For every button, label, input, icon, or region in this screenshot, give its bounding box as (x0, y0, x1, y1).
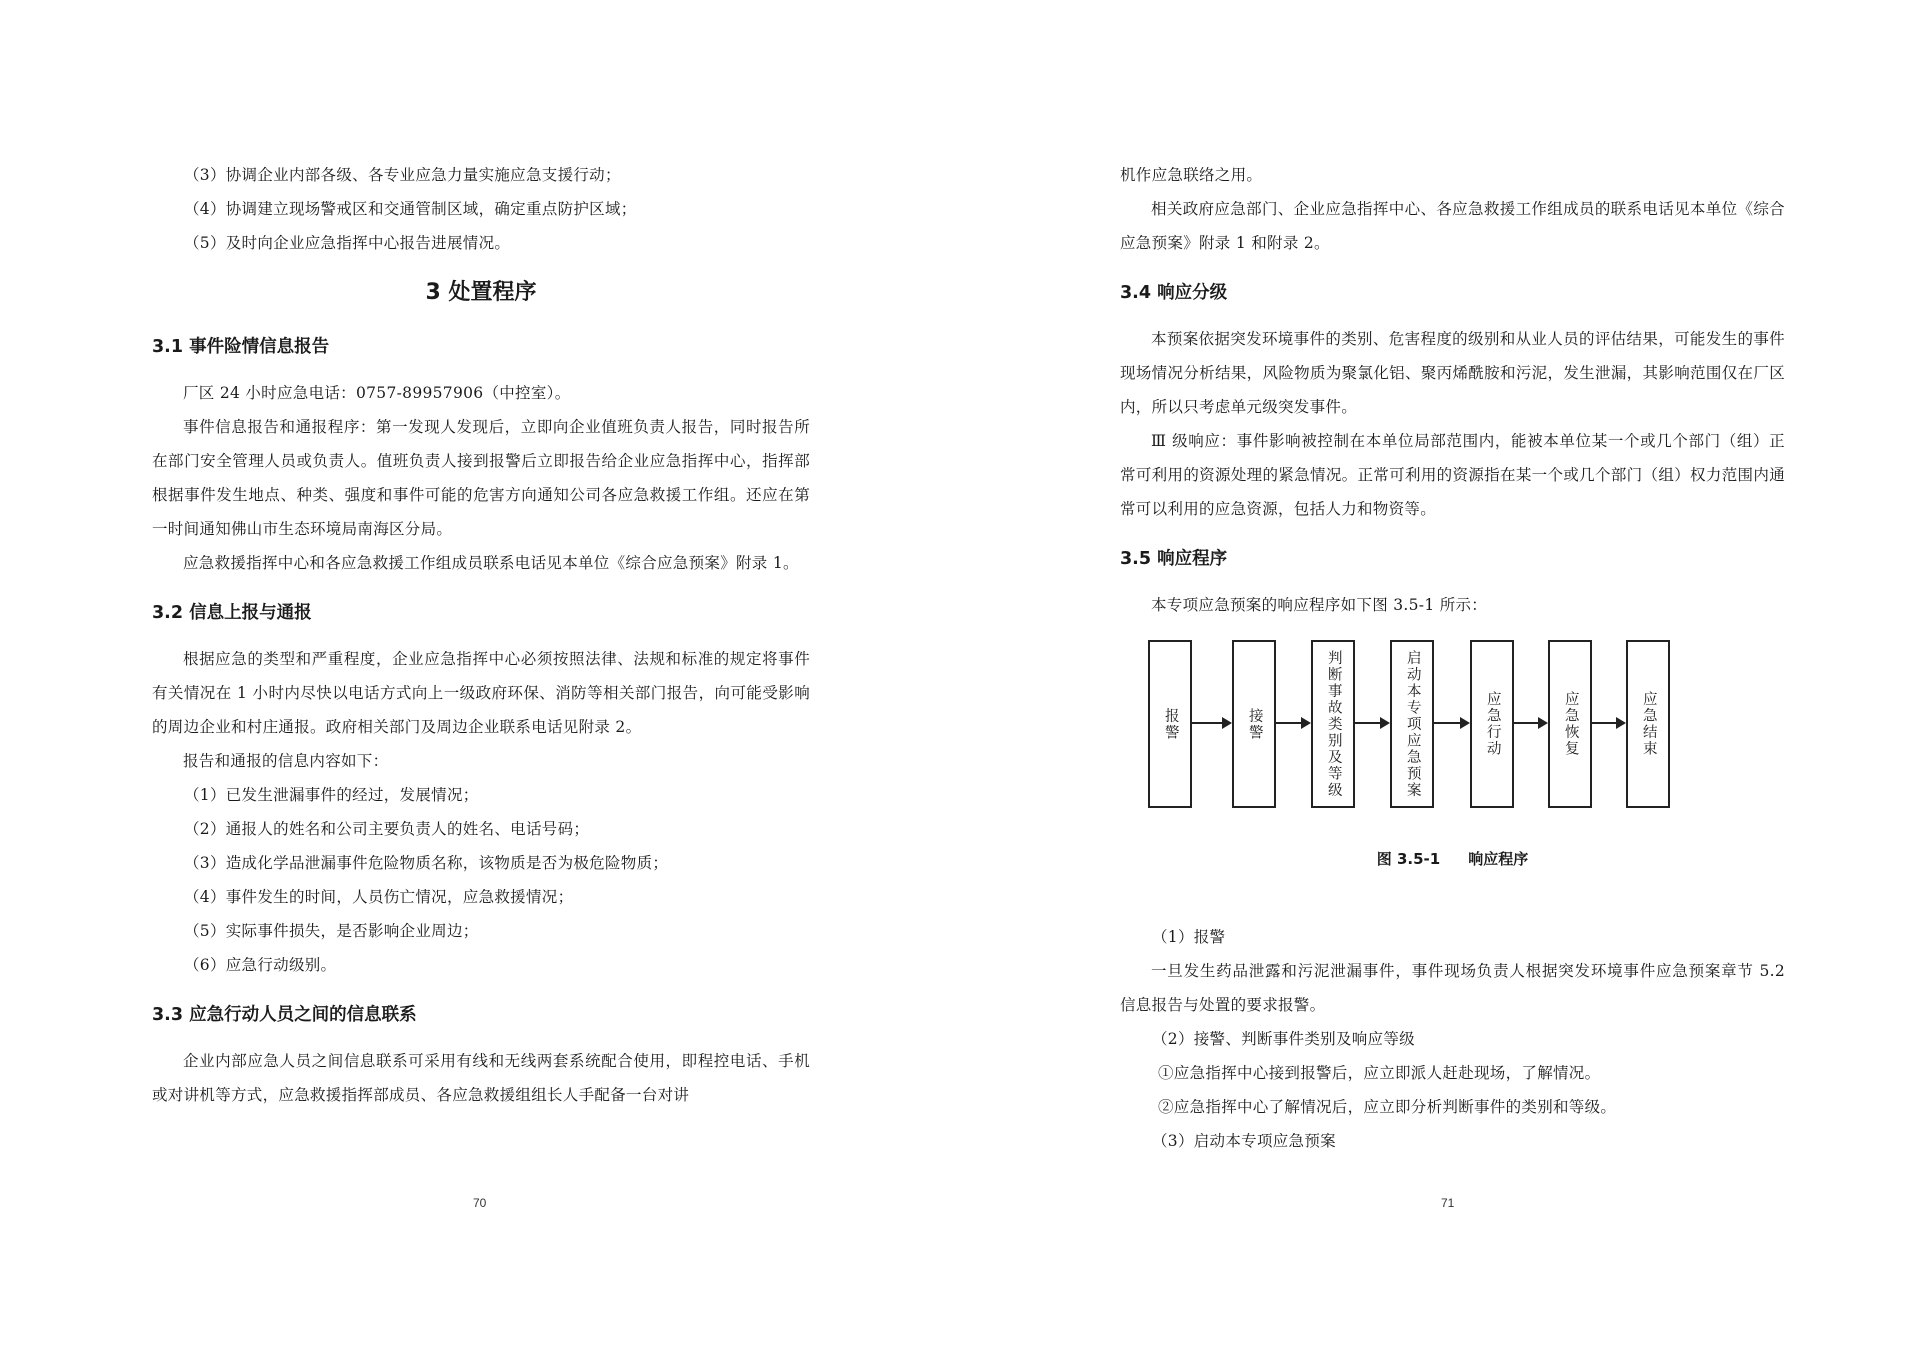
paragraph: 应急救援指挥中心和各应急救援工作组成员联系电话见本单位《综合应急预案》附录 1。 (183, 554, 799, 572)
flowchart-label: 启动本专项应急预案 (1404, 649, 1421, 799)
section-title-3-5: 3.5 响应程序 (1120, 549, 1228, 569)
paragraph: 根据应急的类型和严重程度，企业应急指挥中心必须按照法律、法规和标准的规定将事件有关情况在 1 小时内尽快以电话方式向上一级政府环保、消防等相关部门报告，向可能受影响的周边企业和村庄通报。政府相关部门及周边企业联系电话见附录 2。 (152, 650, 810, 736)
arrow-right-icon (1592, 716, 1626, 730)
chapter-title: 3 处置程序 (425, 280, 537, 305)
arrow-right-icon (1276, 716, 1311, 730)
paragraph: 机作应急联络之用。 (1120, 166, 1263, 184)
left-page-content (152, 158, 810, 1112)
right-page-content (1120, 158, 1785, 1158)
page-number: 70 (473, 1196, 487, 1210)
flowchart-box-action (1470, 640, 1514, 808)
section-title-3-1: 3.1 事件险情信息报告 (152, 337, 330, 357)
section-title-3-3: 3.3 应急行动人员之间的信息联系 (152, 1005, 417, 1025)
flowchart-box-recovery (1548, 640, 1592, 808)
response-flowchart (1148, 634, 1788, 814)
figure-caption (1120, 842, 1785, 876)
flowchart-box-judge (1311, 640, 1355, 808)
paragraph: 一旦发生药品泄露和污泥泄漏事件，事件现场负责人根据突发环境事件应急预案章节 5.2 信息报告与处置的要求报警。 (1120, 962, 1785, 1014)
list-item: ①应急指挥中心接到报警后，应立即派人赶赴现场，了解情况。 (1158, 1064, 1601, 1082)
list-item: （3）造成化学品泄漏事件危险物质名称，该物质是否为极危险物质； (184, 854, 669, 872)
list-item: （3）协调企业内部各级、各专业应急力量实施应急支援行动； (184, 166, 621, 184)
figure-title: 响应程序 (1468, 850, 1529, 868)
arrow-right-icon (1355, 716, 1390, 730)
list-item: ②应急指挥中心了解情况后，应立即分析判断事件的类别和等级。 (1158, 1098, 1617, 1116)
list-item: （2）接警、判断事件类别及响应等级 (1152, 1030, 1415, 1048)
list-item: （5）及时向企业应急指挥中心报告进展情况。 (184, 234, 511, 252)
flowchart-box-receive (1232, 640, 1276, 808)
flowchart-label: 应急行动 (1484, 691, 1501, 757)
paragraph: Ⅲ 级响应：事件影响被控制在本单位局部范围内，能被本单位某一个或几个部门（组）正常可利用的资源处理的紧急情况。正常可利用的资源指在某一个或几个部门（组）权力范围内通常可以利用的应急资源，包括人力和物资等。 (1120, 432, 1785, 518)
list-item: （5）实际事件损失，是否影响企业周边； (184, 922, 479, 940)
flowchart-box-activate (1390, 640, 1434, 808)
list-item: （2）通报人的姓名和公司主要负责人的姓名、电话号码； (184, 820, 590, 838)
figure-number: 图 3.5-1 (1376, 850, 1441, 868)
flowchart-label: 报警 (1162, 707, 1179, 741)
flowchart-label: 判断事故类别及等级 (1325, 649, 1342, 799)
flowchart-label: 应急恢复 (1562, 691, 1579, 757)
flowchart-box-alarm (1148, 640, 1192, 808)
arrow-right-icon (1192, 716, 1232, 730)
flowchart-label: 接警 (1246, 707, 1263, 741)
flowchart-box-end (1626, 640, 1670, 808)
section-title-3-2: 3.2 信息上报与通报 (152, 603, 312, 623)
paragraph: 相关政府应急部门、企业应急指挥中心、各应急救援工作组成员的联系电话见本单位《综合应急预案》附录 1 和附录 2。 (1120, 200, 1785, 252)
paragraph: 本专项应急预案的响应程序如下图 3.5-1 所示： (1151, 596, 1488, 614)
list-item: （1）已发生泄漏事件的经过，发展情况； (184, 786, 479, 804)
list-item: （4）事件发生的时间，人员伤亡情况，应急救援情况； (184, 888, 574, 906)
flowchart-label: 应急结束 (1640, 691, 1657, 757)
list-item: （3）启动本专项应急预案 (1152, 1132, 1336, 1150)
paragraph: 报告和通报的信息内容如下： (183, 752, 389, 770)
arrow-right-icon (1514, 716, 1548, 730)
right-page (960, 0, 1920, 1358)
list-item: （6）应急行动级别。 (184, 956, 337, 974)
paragraph: 企业内部应急人员之间信息联系可采用有线和无线两套系统配合使用，即程控电话、手机或对讲机等方式，应急救援指挥部成员、各应急救援组组长人手配备一台对讲 (152, 1052, 810, 1104)
arrow-right-icon (1434, 716, 1470, 730)
paragraph: 事件信息报告和通报程序：第一发现人发现后，立即向企业值班负责人报告，同时报告所在部门安全管理人员或负责人。值班负责人接到报警后立即报告给企业应急指挥中心，指挥部根据事件发生地点、种类、强度和事件可能的危害方向通知公司各应急救援工作组。还应在第一时间通知佛山市生态环境局南海区分局。 (152, 418, 810, 538)
section-title-3-4: 3.4 响应分级 (1120, 283, 1228, 303)
page-number: 71 (1441, 1196, 1455, 1210)
paragraph: 厂区 24 小时应急电话：0757-89957906（中控室）。 (183, 384, 571, 402)
list-item: （4）协调建立现场警戒区和交通管制区域，确定重点防护区域； (184, 200, 637, 218)
paragraph: 本预案依据突发环境事件的类别、危害程度的级别和从业人员的评估结果，可能发生的事件现场情况分析结果，风险物质为聚氯化铝、聚丙烯酰胺和污泥，发生泄漏，其影响范围仅在厂区内，所以只考虑单元级突发事件。 (1120, 330, 1785, 416)
list-item: （1）报警 (1152, 928, 1226, 946)
